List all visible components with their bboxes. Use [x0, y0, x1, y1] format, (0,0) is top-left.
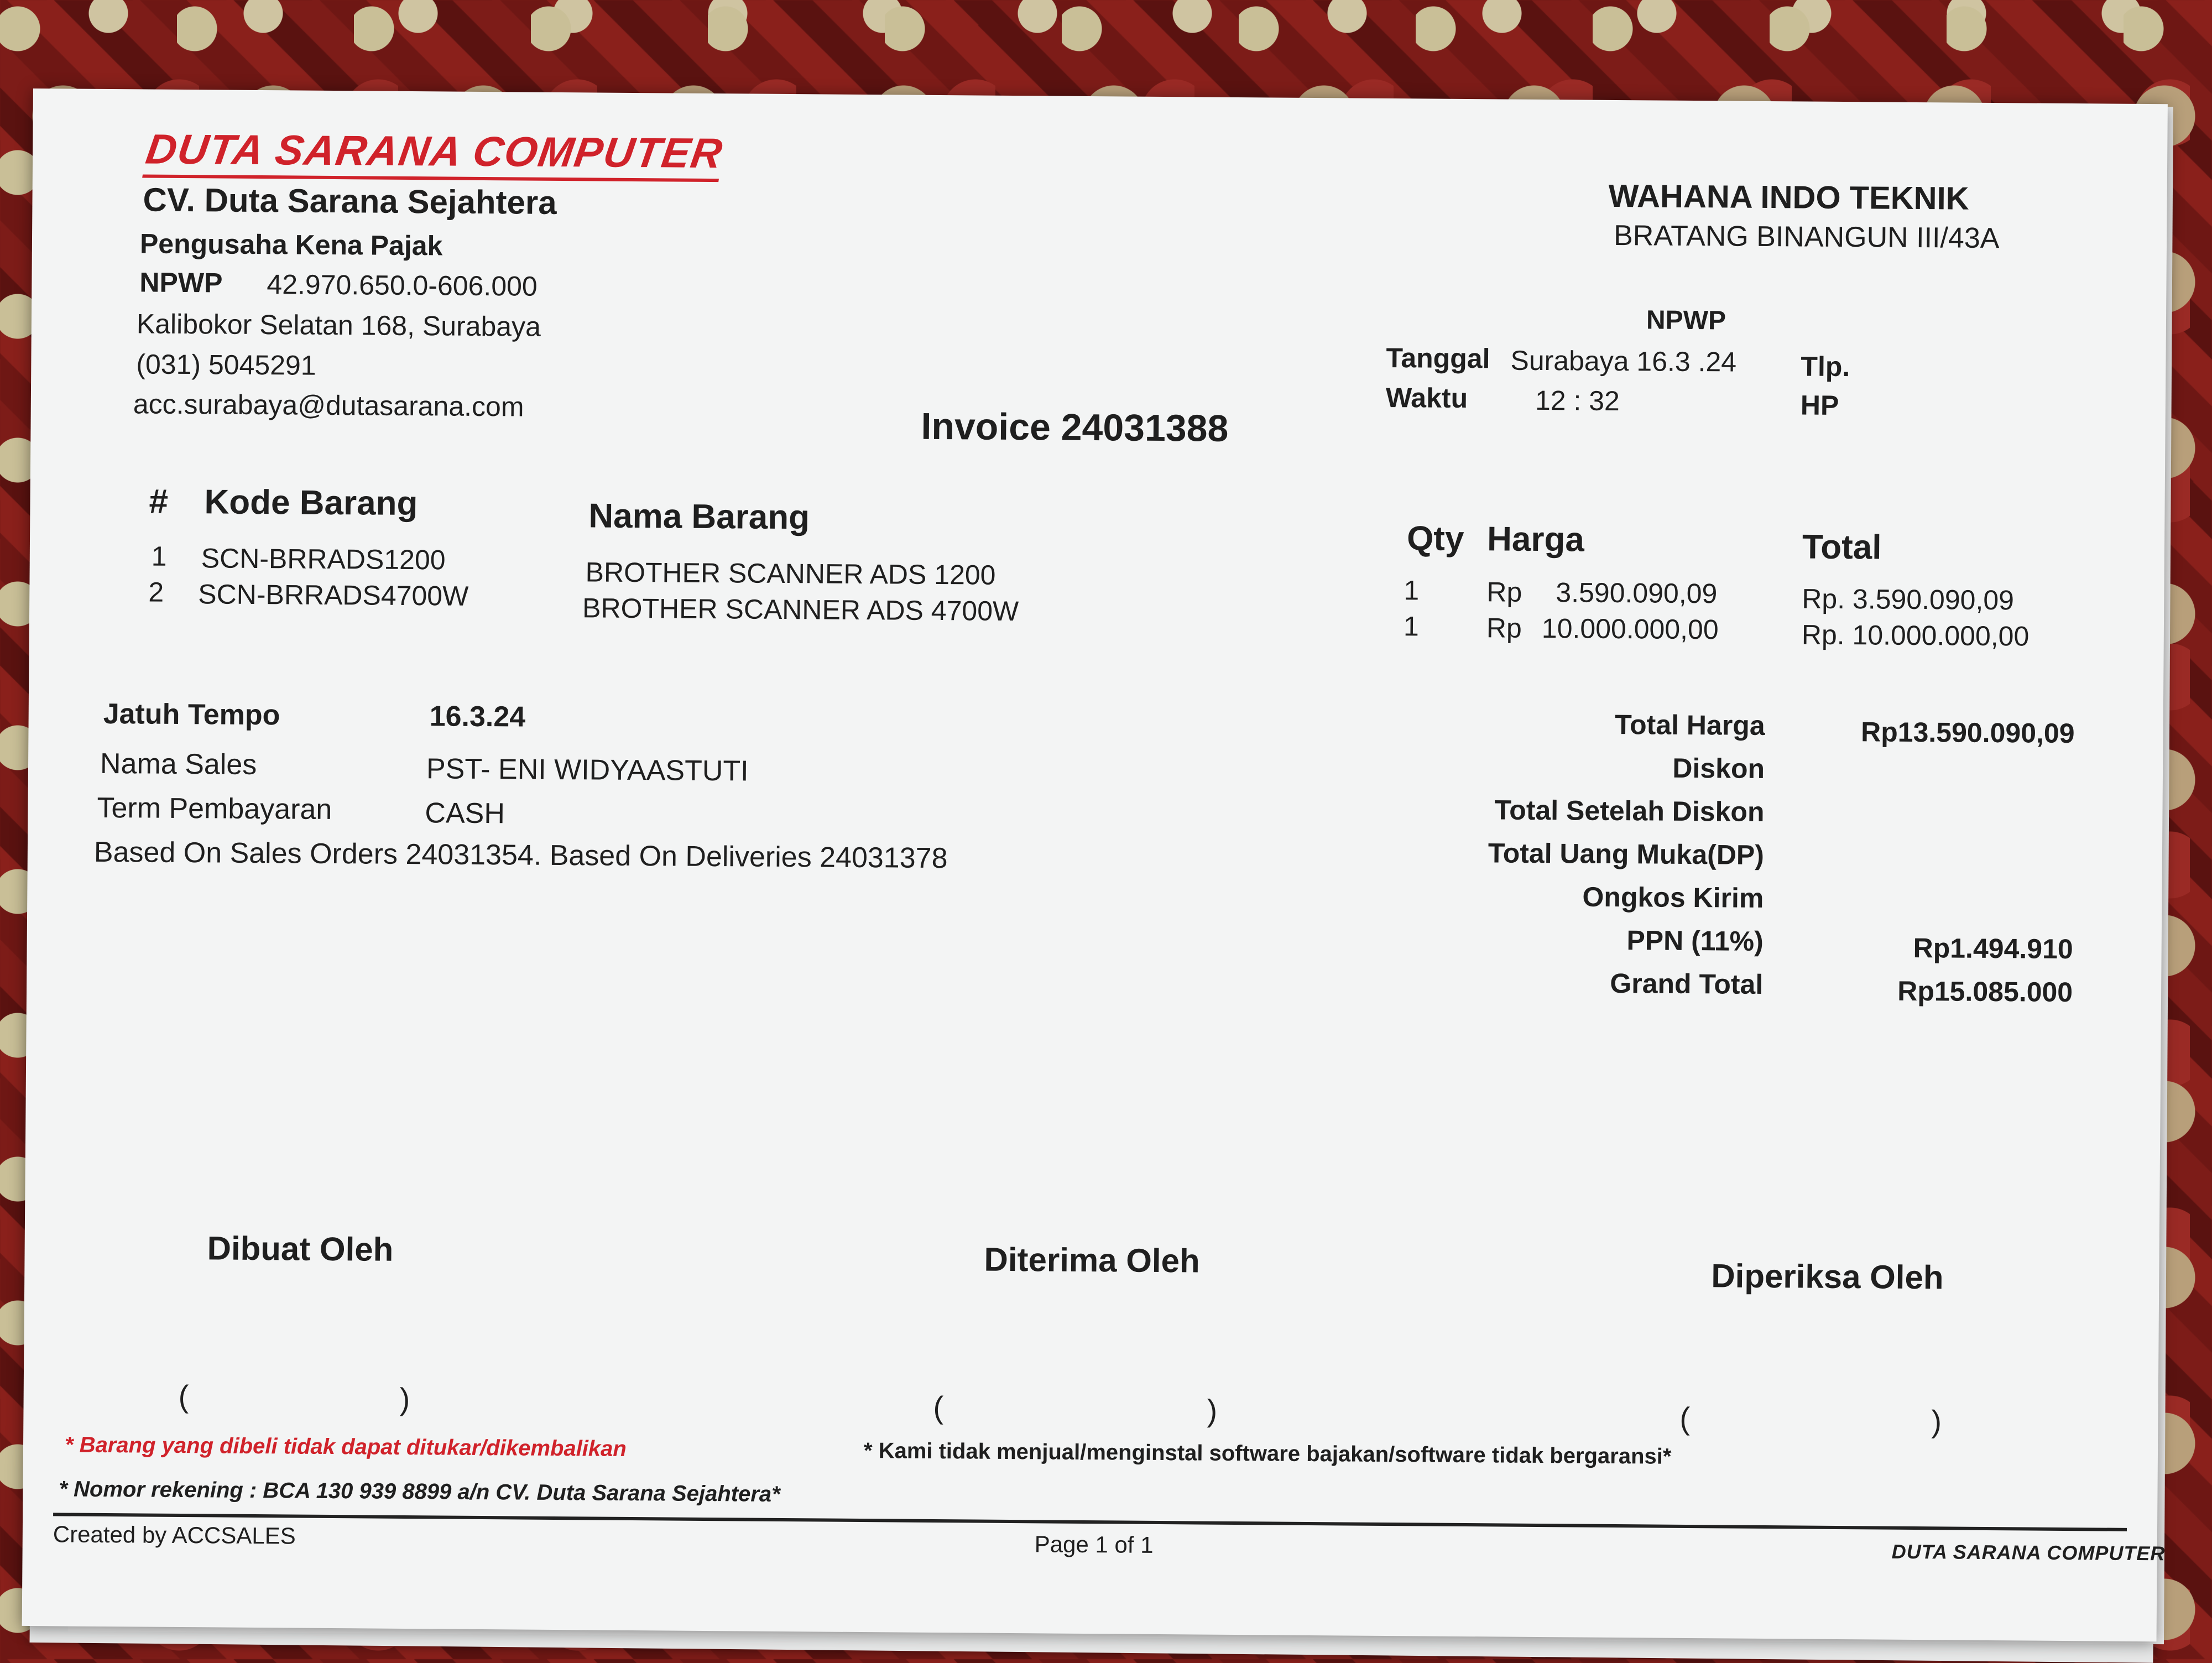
footer-brand-logo: DUTA SARANA COMPUTER [1891, 1540, 2166, 1565]
summary-value: Rp15.085.000 [1897, 975, 2073, 1008]
software-note: * Kami tidak menjual/menginstal software bajakan/software tidak bergaransi* [863, 1438, 1672, 1469]
created-by: Created by ACCSALES [53, 1521, 296, 1549]
pkp-label: Pengusaha Kena Pajak [139, 228, 443, 262]
signature-close-paren: ) [1207, 1393, 1218, 1428]
made-by-label: Dibuat Oleh [207, 1229, 394, 1268]
customer-name: WAHANA INDO TEKNIK [1608, 178, 1969, 217]
sales-name-value: PST- ENI WIDYAASTUTI [426, 753, 749, 788]
summary-label: Total Uang Muka(DP) [1488, 837, 1765, 870]
invoice-title: Invoice 24031388 [921, 405, 1229, 450]
sales-name-label: Nama Sales [100, 747, 257, 781]
row-code: SCN-BRRADS1200 [201, 543, 446, 576]
summary-value [1798, 801, 2074, 804]
row-currency: Rp [1486, 576, 1522, 608]
checked-by-label: Diperiksa Oleh [1711, 1257, 1944, 1296]
hp-label: HP [1800, 389, 1839, 421]
summary-label: Grand Total [1610, 967, 1764, 1000]
col-header-qty: Qty [1406, 519, 1464, 558]
summary-label: Diskon [1672, 752, 1765, 784]
summary-label: PPN (11%) [1626, 925, 1764, 957]
col-header-price: Harga [1486, 520, 1585, 559]
signature-close-paren: ) [1931, 1404, 1942, 1439]
page-number: Page 1 of 1 [1034, 1531, 1154, 1558]
due-date-label: Jatuh Tempo [103, 697, 280, 732]
signature-open-paren: ( [178, 1378, 189, 1414]
payment-term-label: Term Pembayaran [97, 791, 332, 826]
no-return-note: * Barang yang dibeli tidak dapat ditukar/dikembalikan [64, 1432, 627, 1461]
customer-address: BRATANG BINANGUN III/43A [1613, 219, 2000, 255]
col-header-name: Nama Barang [588, 497, 810, 537]
row-total: Rp. 3.590.090,09 [1802, 583, 2015, 616]
seller-npwp-label: NPWP [139, 267, 223, 299]
row-name: BROTHER SCANNER ADS 1200 [585, 556, 996, 591]
payment-term-value: CASH [425, 797, 505, 830]
summary-value [1798, 758, 2074, 760]
summary-value [1797, 844, 2074, 847]
brand-logo: DUTA SARANA COMPUTER [142, 126, 726, 183]
date-value: Surabaya 16.3 .24 [1510, 345, 1737, 378]
received-by-label: Diterima Oleh [984, 1240, 1200, 1280]
time-value: 12 : 32 [1535, 384, 1620, 417]
seller-npwp-value: 42.970.650.0-606.000 [267, 269, 538, 302]
invoice-sheet [22, 88, 2168, 1641]
seller-phone: (031) 5045291 [136, 348, 316, 381]
seller-email: acc.surabaya@dutasarana.com [133, 388, 524, 423]
summary-value: Rp13.590.090,09 [1860, 716, 2075, 749]
row-total: Rp. 10.000.000,00 [1801, 619, 2030, 652]
date-label: Tanggal [1386, 342, 1490, 374]
signature-close-paren: ) [399, 1381, 410, 1417]
row-num: 1 [151, 540, 167, 572]
tlp-label: Tlp. [1801, 351, 1850, 383]
summary-value: Rp1.494.910 [1913, 932, 2073, 965]
row-name: BROTHER SCANNER ADS 4700W [582, 592, 1019, 627]
row-price: 3.590.090,09 [1556, 577, 1718, 609]
bank-account-note: * Nomor rekening : BCA 130 939 8899 a/n CV. Duta Sarana Sejahtera* [59, 1477, 780, 1506]
signature-open-paren: ( [933, 1389, 944, 1425]
col-header-num: # [149, 482, 169, 521]
signature-open-paren: ( [1679, 1400, 1691, 1436]
customer-npwp-label: NPWP [1646, 305, 1726, 336]
row-num: 2 [148, 576, 164, 608]
col-header-code: Kode Barang [204, 483, 418, 523]
based-on-note: Based On Sales Orders 24031354. Based On Deliveries 24031378 [93, 836, 948, 875]
row-qty: 1 [1403, 611, 1419, 642]
row-qty: 1 [1404, 575, 1420, 606]
col-header-total: Total [1802, 528, 1882, 567]
company-name: CV. Duta Sarana Sejahtera [143, 181, 557, 221]
time-label: Waktu [1385, 382, 1468, 414]
due-date-value: 16.3.24 [429, 700, 526, 733]
summary-label: Total Harga [1615, 708, 1765, 741]
footer-divider [53, 1513, 2127, 1531]
row-price: 10.000.000,00 [1541, 613, 1719, 645]
summary-label: Total Setelah Diskon [1494, 794, 1765, 827]
seller-address: Kalibokor Selatan 168, Surabaya [136, 308, 541, 342]
summary-label: Ongkos Kirim [1582, 881, 1764, 914]
row-code: SCN-BRRADS4700W [198, 578, 469, 612]
row-currency: Rp [1486, 612, 1522, 644]
summary-value [1797, 888, 2073, 890]
